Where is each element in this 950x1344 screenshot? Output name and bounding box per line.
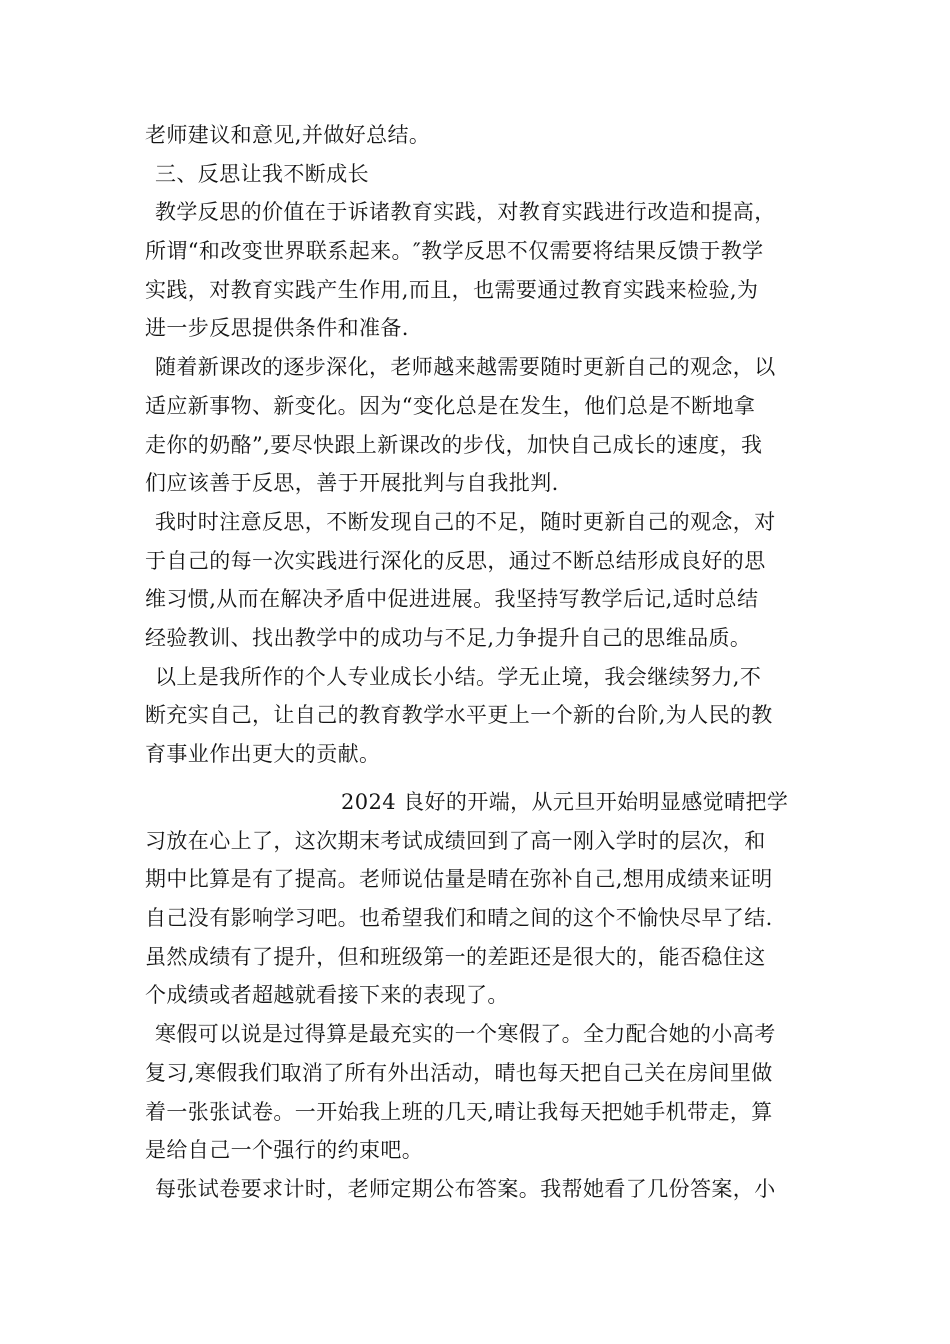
paragraph-line: 随着新课改的逐步深化，老师越来越需要随时更新自己的观念，以 <box>155 355 776 380</box>
paragraph-line: 走你的奶酪”,要尽快跟上新课改的步伐，加快自己成长的速度，我 <box>145 432 763 457</box>
paragraph-line: 虽然成绩有了提升，但和班级第一的差距还是很大的，能否稳住这 <box>145 944 766 969</box>
document-body-bottom <box>145 783 810 1209</box>
paragraph-line: 习放在心上了，这次期末考试成绩回到了高一刚入学时的层次，和 <box>145 828 766 853</box>
paragraph-line: 期中比算是有了提高。老师说估量是晴在弥补自己,想用成绩来证明 <box>145 867 773 892</box>
paragraph-line: 经验教训、找出教学中的成功与不足,力争提升自己的思维品质。 <box>145 625 752 650</box>
paragraph-line: 们应该善于反思，善于开展批判与自我批判. <box>145 471 559 496</box>
paragraph-line: 自己没有影响学习吧。也希望我们和晴之间的这个不愉快尽早了结. <box>145 906 773 931</box>
paragraph-line: 寒假可以说是过得算是最充实的一个寒假了。全力配合她的小高考 <box>155 1022 776 1047</box>
paragraph-line: 是给自己一个强行的约束吧。 <box>145 1138 424 1163</box>
paragraph-line: 所谓“和改变世界联系起来。″教学反思不仅需要将结果反馈于教学 <box>145 239 764 264</box>
paragraph-line: 老师建议和意见,并做好总结。 <box>145 123 431 147</box>
paragraph-line: 复习,寒假我们取消了所有外出活动，晴也每天把自己关在房间里做 <box>145 1060 773 1085</box>
paragraph-line: 进一步反思提供条件和准备. <box>145 316 409 341</box>
paragraph-line: 个成绩或者超越就看接下来的表现了。 <box>145 983 509 1008</box>
paragraph-line: 断充实自己，让自己的教育教学水平更上一个新的台阶,为人民的教 <box>145 703 773 728</box>
paragraph-line: 每张试卷要求计时，老师定期公布答案。我帮她看了几份答案，小 <box>155 1176 776 1201</box>
paragraph-line: 我时时注意反思，不断发现自己的不足，随时更新自己的观念，对 <box>155 509 776 534</box>
paragraph-line: 实践，对教育实践产生作用,而且，也需要通过教育实践来检验,为 <box>145 277 759 302</box>
paragraph-line: 2024 良好的开端，从元旦开始明显感觉晴把学 <box>341 790 789 814</box>
paragraph-line: 适应新事物、新变化。因为“变化总是在发生，他们总是不断地拿 <box>145 393 756 418</box>
paragraph-line: 教学反思的价值在于诉诸教育实践，对教育实践进行改造和提高， <box>155 200 776 225</box>
paragraph-line: 以上是我所作的个人专业成长小结。学无止境，我会继续努力,不 <box>155 664 762 689</box>
document-body-top <box>145 116 810 774</box>
paragraph-line: 维习惯,从而在解决矛盾中促进进展。我坚持写教学后记,适时总结 <box>145 587 759 612</box>
paragraph-line: 育事业作出更大的贡献。 <box>145 742 381 766</box>
paragraph-line: 着一张张试卷。一开始我上班的几天,晴让我每天把她手机带走，算 <box>145 1099 773 1124</box>
section-heading: 三、反思让我不断成长 <box>155 161 369 186</box>
paragraph-line: 于自己的每一次实践进行深化的反思，通过不断总结形成良好的思 <box>145 548 766 573</box>
